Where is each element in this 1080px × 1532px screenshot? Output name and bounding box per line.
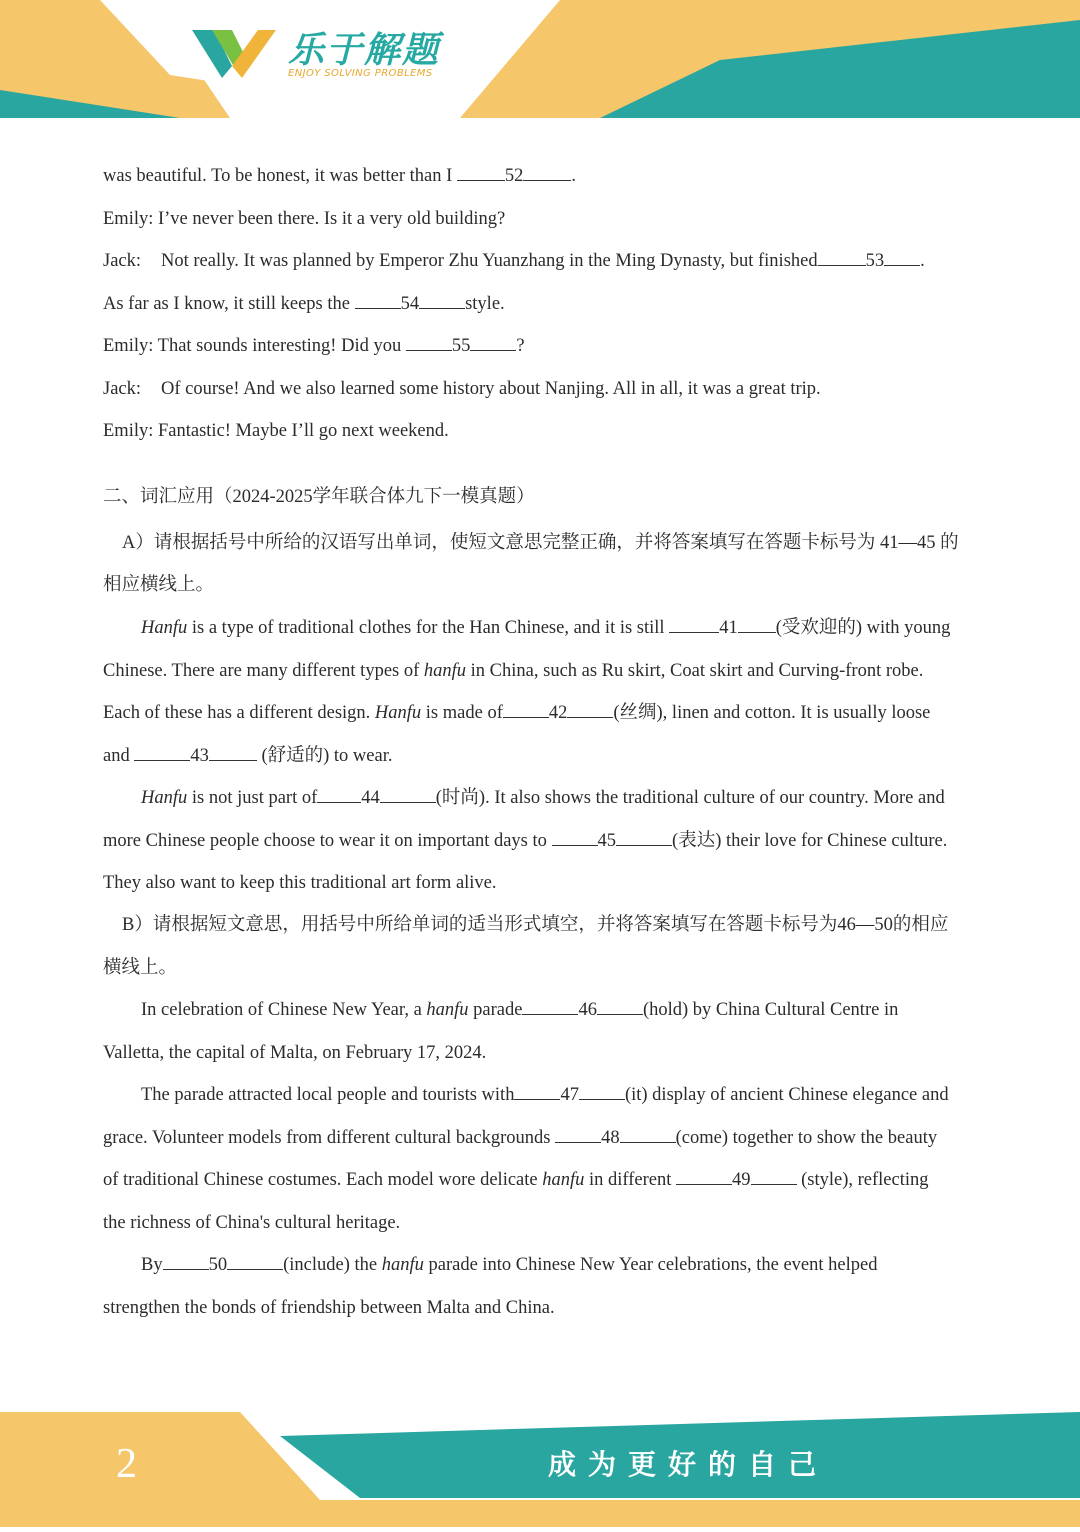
brand-tagline: ENJOY SOLVING PROBLEMS xyxy=(288,68,433,79)
partB-line-2: Valletta, the capital of Malta, on February 17, 2024. xyxy=(103,1043,487,1063)
dialogue-line-5: Emily: That sounds interesting! Did you 55 ? xyxy=(103,336,525,356)
blank-47: 47 xyxy=(560,1085,579,1105)
partB-instruction-cont: 横线上。 xyxy=(103,958,178,978)
header-banner xyxy=(0,0,1080,125)
dialogue-line-1: was beautiful. To be honest, it was better than I 52 . xyxy=(103,166,577,186)
blank-50: 50 xyxy=(208,1255,228,1275)
blank-42: 42 xyxy=(548,703,568,723)
partB-line-4: grace. Volunteer models from different cultural backgrounds 48 (come) together to show the beauty xyxy=(103,1128,938,1148)
partA-instruction-cont: 相应横线上。 xyxy=(103,575,215,595)
blank-55: 55 xyxy=(451,336,471,356)
logo-icon xyxy=(192,26,276,80)
page-footer xyxy=(0,1412,1080,1527)
blank-53: 53 xyxy=(865,251,885,271)
partA-line-6: more Chinese people choose to wear it on important days to 45 (表达) their love for Chinese culture. xyxy=(103,831,948,851)
dialogue-line-6: Jack: Of course! And we also learned some history about Nanjing. All in all, it was a great trip. xyxy=(103,379,821,399)
partA-line-4: and 43 (舒适的) to wear. xyxy=(103,746,393,766)
blank-49: 49 xyxy=(732,1170,751,1190)
blank-54: 54 xyxy=(400,294,420,314)
blank-52: 52 xyxy=(504,166,524,186)
partA-line-1: Hanfu is a type of traditional clothes for the Han Chinese, and it is still 41 (受欢迎的) with young xyxy=(141,618,951,638)
partB-line-8: strengthen the bonds of friendship between Malta and China. xyxy=(103,1298,555,1318)
partB-line-1: In celebration of Chinese New Year, a hanfu parade 46 (hold) by China Cultural Centre in xyxy=(141,1000,899,1020)
blank-45: 45 xyxy=(597,831,617,851)
section-heading: 二、词汇应用（2024-2025学年联合体九下一模真题） xyxy=(103,487,535,507)
page-number: 2 xyxy=(116,1441,137,1487)
blank-48: 48 xyxy=(601,1128,620,1148)
blank-43: 43 xyxy=(190,746,209,766)
partB-line-6: the richness of China's cultural heritage. xyxy=(103,1213,401,1233)
partA-line-2: Chinese. There are many different types of hanfu in China, such as Ru skirt, Coat skirt and Curving-front robe. xyxy=(103,661,924,681)
partA-instruction: A）请根据括号中所给的汉语写出单词，使短文意思完整正确，并将答案填写在答题卡标号为 41—45 的 xyxy=(122,533,959,553)
blank-44: 44 xyxy=(361,788,380,808)
partB-line-7: By 50 (include) the hanfu parade into Chinese New Year celebrations, the event helped xyxy=(141,1255,878,1275)
partA-line-3: Each of these has a different design. Hanfu is made of 42 (丝绸), linen and cotton. It is usually loose xyxy=(103,703,931,723)
footer-slogan: 成为更好的自己 xyxy=(548,1448,829,1481)
partB-line-3: The parade attracted local people and tourists with 47 (it) display of ancient Chinese elegance and xyxy=(141,1085,949,1105)
dialogue-line-7: Emily: Fantastic! Maybe I’ll go next weekend. xyxy=(103,421,449,441)
dialogue-line-3: Jack: Not really. It was planned by Emperor Zhu Yuanzhang in the Ming Dynasty, but finished 53 . xyxy=(103,251,925,271)
partA-line-5: Hanfu is not just part of 44 (时尚). It also shows the traditional culture of our country. More and xyxy=(141,788,945,808)
blank-41: 41 xyxy=(719,618,738,638)
page-header xyxy=(0,0,1080,125)
partA-line-7: They also want to keep this traditional art form alive. xyxy=(103,873,497,893)
partB-line-5: of traditional Chinese costumes. Each model wore delicate hanfu in different 49 (style), reflecting xyxy=(103,1170,929,1190)
brand-name: 乐于解题 xyxy=(288,30,441,71)
footer-banner xyxy=(0,1412,1080,1527)
blank-46: 46 xyxy=(578,1000,597,1020)
dialogue-line-4: As far as I know, it still keeps the 54 style. xyxy=(103,294,505,314)
dialogue-line-2: Emily: I’ve never been there. Is it a very old building? xyxy=(103,209,506,229)
partB-instruction: B）请根据短文意思，用括号中所给单词的适当形式填空，并将答案填写在答题卡标号为46—50的相应 xyxy=(122,915,949,935)
